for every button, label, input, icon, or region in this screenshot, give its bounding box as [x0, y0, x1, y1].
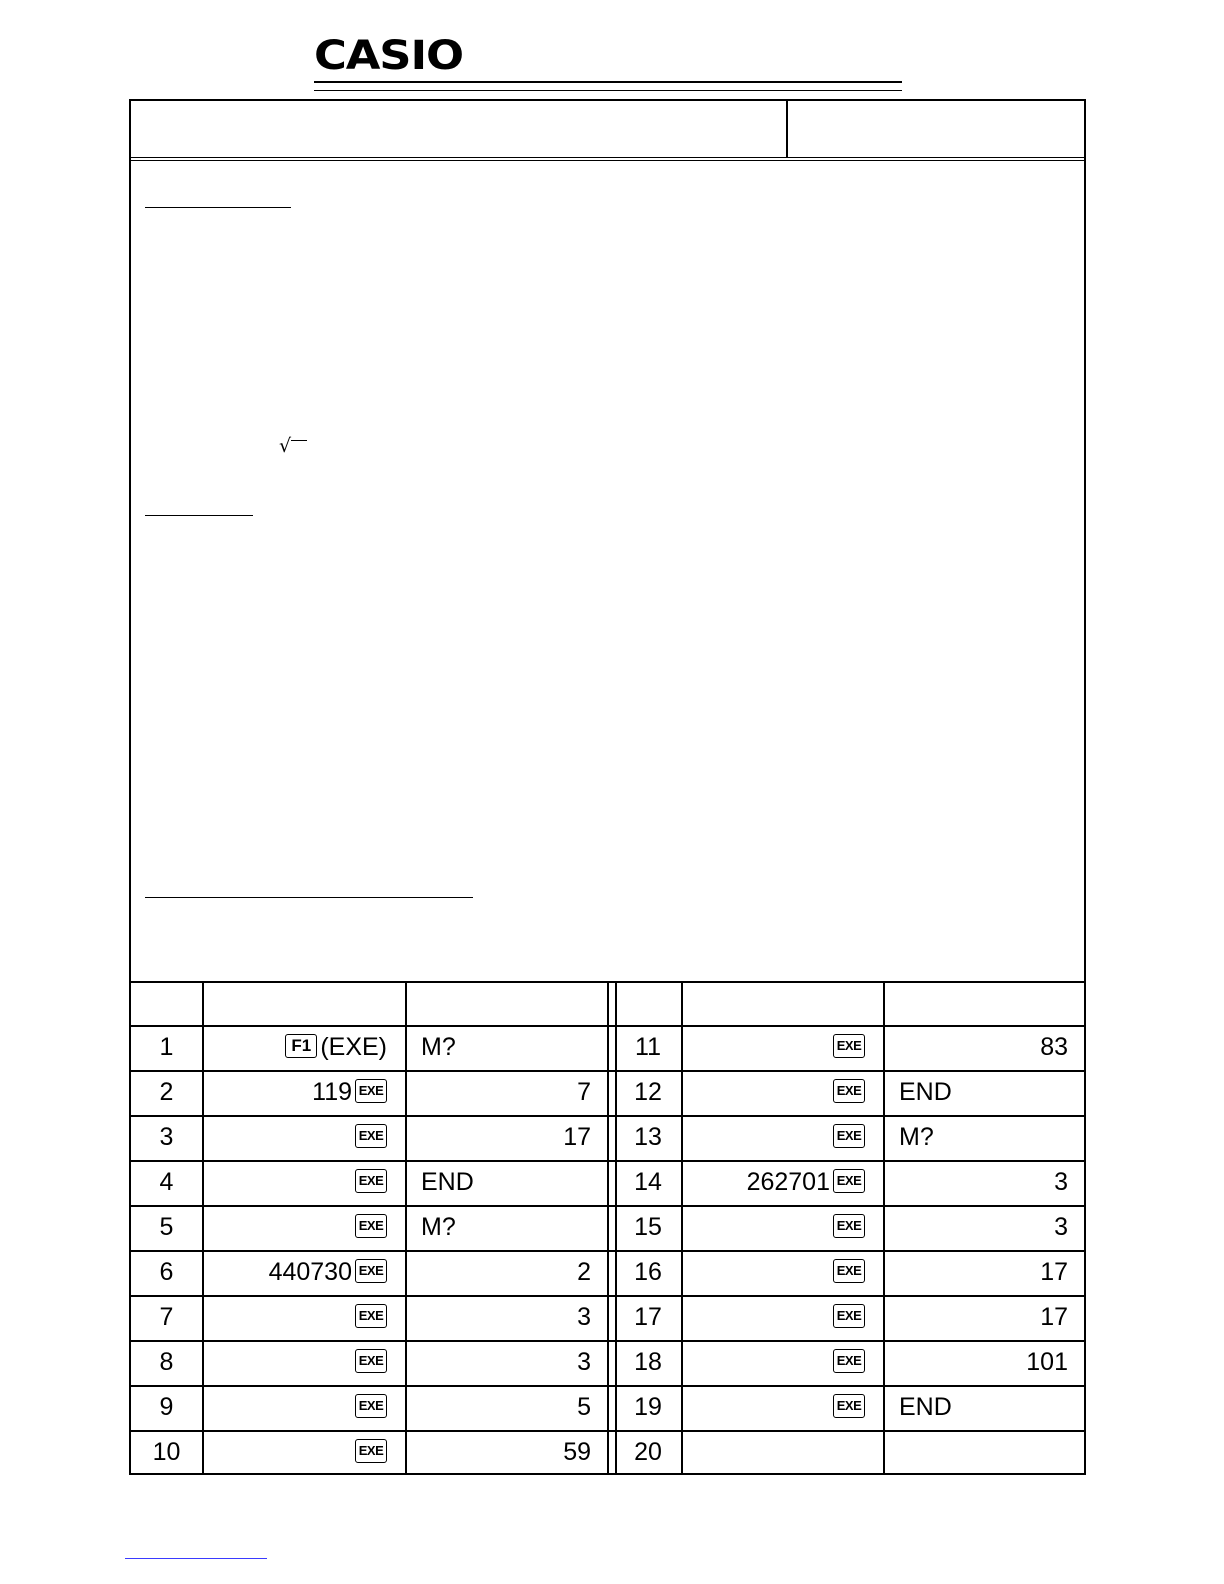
exe-key-icon: EXE	[833, 1169, 865, 1193]
display-output: 7	[577, 1078, 591, 1106]
exe-key-icon: EXE	[355, 1394, 387, 1418]
exe-key-icon: EXE	[355, 1124, 387, 1148]
exe-key-icon: EXE	[833, 1349, 865, 1373]
section-heading-underline-example	[145, 515, 253, 516]
step-number: 10	[152, 1438, 181, 1466]
display-output: 3	[577, 1303, 591, 1331]
key-operation	[681, 1340, 883, 1385]
title-row	[131, 101, 1084, 161]
key-operation	[202, 1160, 405, 1205]
program-number-cell	[788, 101, 1084, 157]
key-input-value: 440730	[268, 1258, 352, 1286]
key-operation	[202, 1025, 405, 1070]
step-number: 3	[159, 1123, 174, 1151]
display-output: END	[421, 1168, 474, 1196]
key-input-text: (EXE)	[320, 1033, 387, 1061]
exe-key-icon: EXE	[833, 1079, 865, 1103]
key-operation	[202, 1385, 405, 1430]
step-number: 5	[159, 1213, 174, 1241]
display-output	[883, 1430, 1084, 1475]
display-output: 17	[563, 1123, 591, 1151]
key-operation	[202, 1115, 405, 1160]
f1-key-icon: F1	[285, 1034, 317, 1058]
step-number: 9	[159, 1393, 174, 1421]
title-cell	[131, 101, 788, 157]
key-operation	[202, 1295, 405, 1340]
key-operation	[681, 1115, 883, 1160]
step-number: 12	[634, 1078, 662, 1106]
step-number: 18	[634, 1348, 662, 1376]
display-output: 17	[1040, 1303, 1068, 1331]
exe-key-icon: EXE	[355, 1079, 387, 1103]
section-heading-underline-operation	[145, 897, 473, 898]
exe-key-icon: EXE	[355, 1169, 387, 1193]
step-number: 16	[634, 1258, 662, 1286]
exe-key-icon: EXE	[833, 1304, 865, 1328]
display-output: 3	[577, 1348, 591, 1376]
key-operation	[202, 1430, 405, 1475]
display-output: 3	[1054, 1213, 1068, 1241]
exe-key-icon: EXE	[355, 1349, 387, 1373]
exe-key-icon: EXE	[833, 1394, 865, 1418]
key-operation	[681, 1205, 883, 1250]
exe-key-icon: EXE	[355, 1304, 387, 1328]
document-frame	[129, 99, 1086, 1475]
step-number: 15	[634, 1213, 662, 1241]
exe-key-icon: EXE	[355, 1439, 387, 1463]
key-operation	[681, 1295, 883, 1340]
square-root-symbol: √	[279, 435, 292, 457]
key-input-value: 262701	[746, 1168, 830, 1196]
step-number: 19	[634, 1393, 662, 1421]
display-output: END	[899, 1393, 952, 1421]
step-number: 2	[159, 1078, 174, 1106]
key-operation	[681, 1160, 883, 1205]
step-number: 7	[159, 1303, 174, 1331]
header-rule	[314, 81, 902, 83]
casio-logo: CASIO	[314, 33, 463, 79]
section-heading-underline-description	[145, 207, 291, 208]
step-number: 13	[634, 1123, 662, 1151]
square-root-bar	[291, 440, 307, 441]
step-number: 1	[159, 1033, 174, 1061]
key-operation	[681, 1430, 883, 1475]
exe-key-icon: EXE	[833, 1034, 865, 1058]
key-operation	[202, 1340, 405, 1385]
exe-key-icon: EXE	[833, 1214, 865, 1238]
display-output: 5	[577, 1393, 591, 1421]
display-output: 83	[1040, 1033, 1068, 1061]
display-output: 59	[563, 1438, 591, 1466]
step-number: 8	[159, 1348, 174, 1376]
exe-key-icon: EXE	[355, 1259, 387, 1283]
display-output: 3	[1054, 1168, 1068, 1196]
header-rule-thin	[314, 90, 902, 91]
key-operation	[202, 1205, 405, 1250]
table-column-rule	[607, 981, 609, 1473]
key-operation	[681, 1250, 883, 1295]
step-number: 17	[634, 1303, 662, 1331]
display-output: 17	[1040, 1258, 1068, 1286]
step-number: 20	[634, 1438, 662, 1466]
exe-key-icon: EXE	[833, 1259, 865, 1283]
display-output: END	[899, 1078, 952, 1106]
display-output: M?	[899, 1123, 934, 1151]
display-output: M?	[421, 1213, 456, 1241]
exe-key-icon: EXE	[355, 1214, 387, 1238]
step-number: 11	[635, 1033, 661, 1061]
footer-link-underline	[125, 1558, 267, 1559]
step-number: 6	[159, 1258, 174, 1286]
key-operation	[681, 1025, 883, 1070]
step-number: 4	[159, 1168, 174, 1196]
key-operation	[202, 1070, 405, 1115]
display-output: M?	[421, 1033, 456, 1061]
key-operation	[202, 1250, 405, 1295]
step-number: 14	[634, 1168, 662, 1196]
key-input-value: 119	[312, 1078, 352, 1106]
key-operation	[681, 1070, 883, 1115]
key-operation	[681, 1385, 883, 1430]
display-output: 2	[577, 1258, 591, 1286]
display-output: 101	[1026, 1348, 1068, 1376]
key-operation-table	[131, 981, 1084, 1473]
exe-key-icon: EXE	[833, 1124, 865, 1148]
